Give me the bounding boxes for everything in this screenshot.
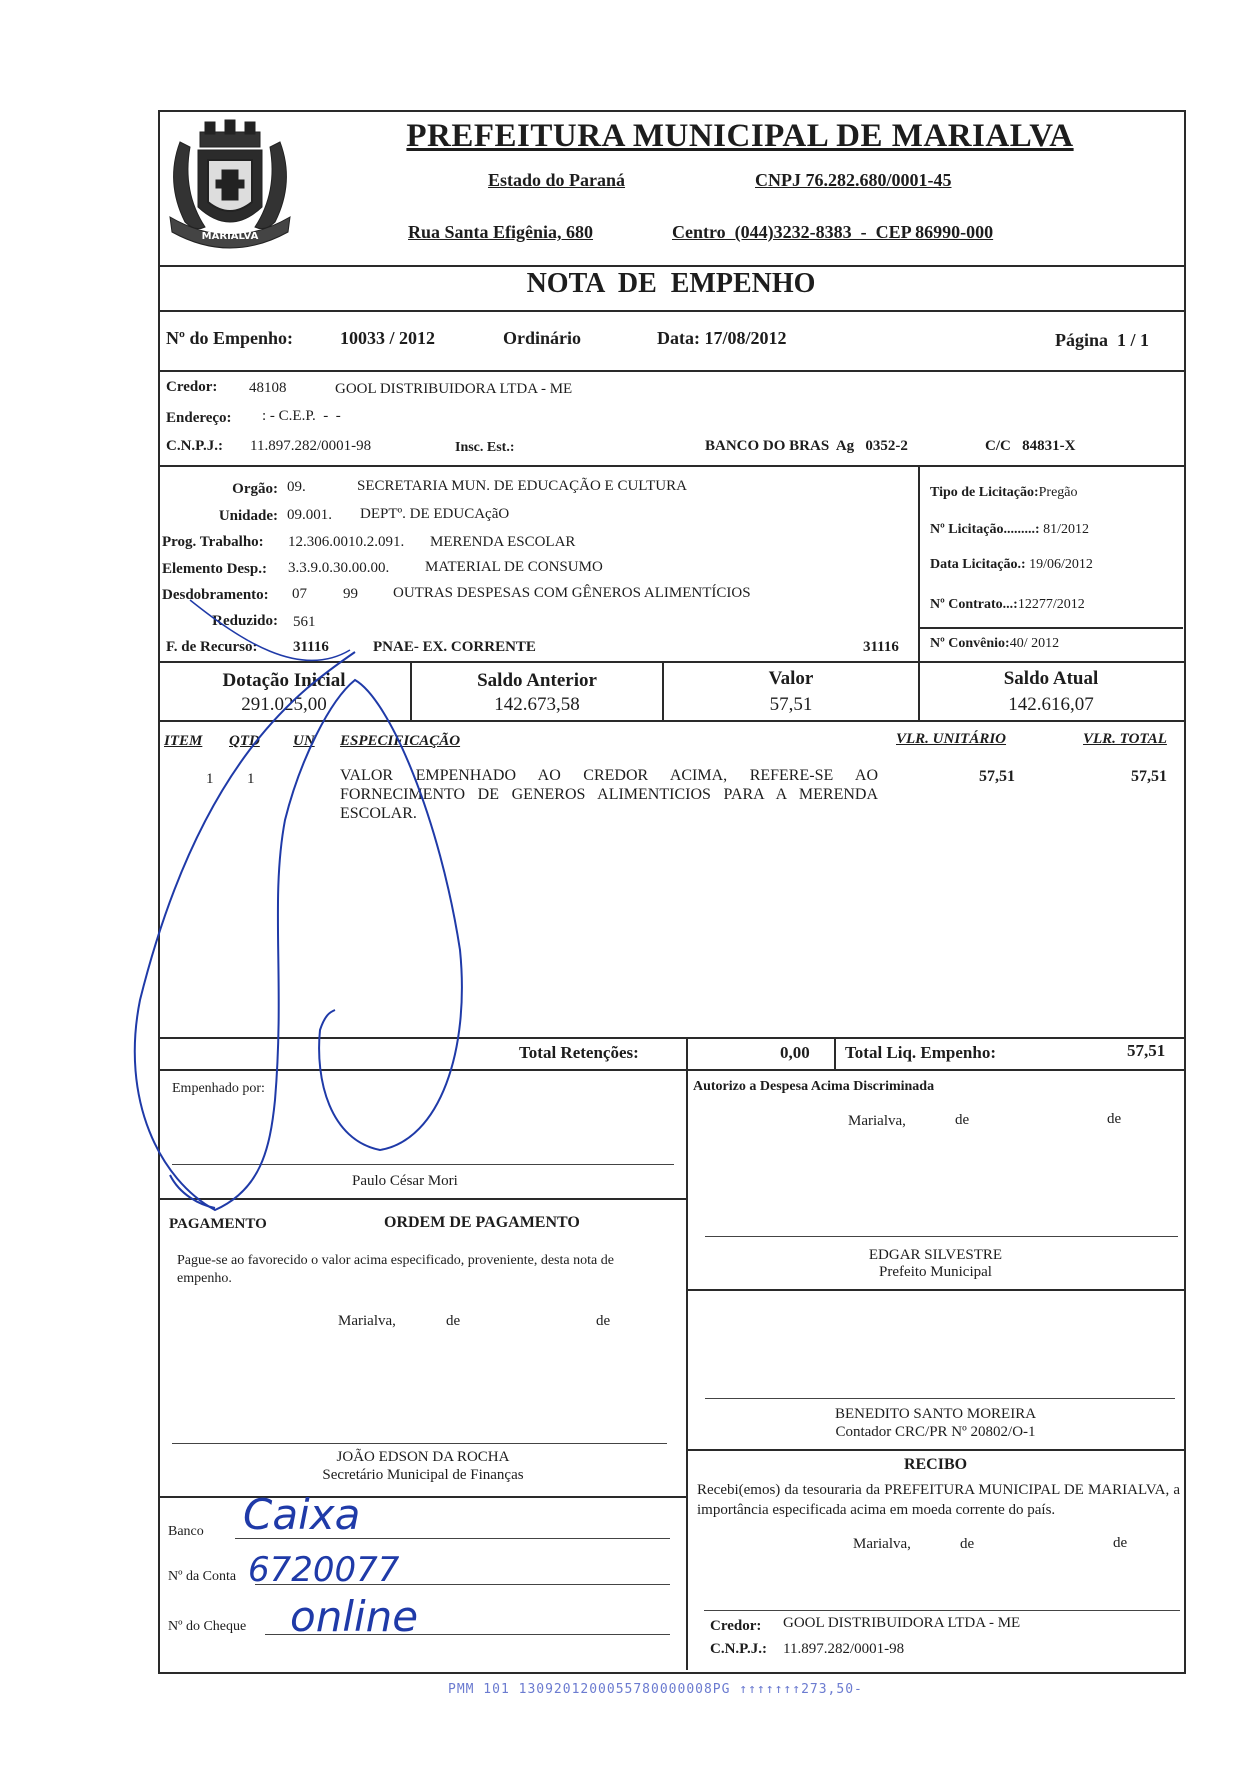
conta-label: Nº da Conta [168, 1569, 237, 1584]
pagamento-de-1: de [446, 1313, 461, 1329]
orgao-code: 09. [287, 479, 306, 495]
unidade-label: Unidade: [218, 508, 278, 524]
banco-handwritten: Caixa [243, 1490, 361, 1539]
address-label: Endereço: [166, 410, 232, 426]
divider [686, 1070, 688, 1670]
saldo-anterior-label: Saldo Anterior [477, 670, 597, 691]
autorizo-de-1: de [955, 1112, 970, 1128]
signature-line [705, 1236, 1178, 1237]
prefeito-role: Prefeito Municipal [879, 1264, 992, 1280]
contador-name: BENEDITO SANTO MOREIRA [834, 1406, 1037, 1422]
autorizo-de-2: de [1107, 1111, 1122, 1127]
desdobramento-label: Desdobramento: [162, 587, 269, 603]
total-retencoes-label: Total Retenções: [519, 1043, 639, 1062]
contrato [930, 597, 1085, 613]
signature-line [172, 1443, 667, 1444]
divider [918, 466, 920, 661]
elemento-name: MATERIAL DE CONSUMO [425, 559, 603, 575]
tipo-licitacao-label: Tipo de Licitação: [930, 485, 1039, 500]
row-specification: VALOR EMPENHADO AO CREDOR ACIMA, REFERE-SE AO FORNECIMENTO DE GENEROS ALIMENTICIOS PARA A MERENDA ESCOLAR. [340, 767, 878, 822]
col-qtd: QTD [229, 733, 260, 749]
page-number: Página 1 / 1 [1055, 330, 1150, 350]
divider [834, 1037, 836, 1069]
municipality-cnpj: CNPJ 76.282.680/0001-45 [755, 170, 952, 190]
banco-label: Banco [168, 1524, 204, 1539]
signature-line [172, 1164, 674, 1165]
recibo-cnpj-label: C.N.P.J.: [710, 1641, 767, 1657]
recibo-city: Marialva, [853, 1536, 911, 1552]
prog-trabalho-name: MERENDA ESCOLAR [430, 534, 576, 550]
row-qtd: 1 [247, 771, 255, 787]
credor-cnpj: 11.897.282/0001-98 [250, 438, 372, 454]
col-spec: ESPECIFICAÇÃO [340, 733, 461, 749]
empenho-type: Ordinário [503, 328, 582, 348]
divider [158, 465, 1184, 467]
valor-label: Valor [768, 668, 814, 689]
autorizo-label: Autorizo a Despesa Acima Discriminada [693, 1079, 935, 1094]
saldo-atual-label: Saldo Atual [1003, 668, 1099, 689]
numero-licitacao [930, 522, 1089, 538]
divider [158, 1496, 688, 1498]
svg-text:MARIALVA: MARIALVA [201, 231, 259, 242]
divider [918, 627, 1183, 629]
secretario-role: Secretário Municipal de Finanças [322, 1467, 524, 1483]
row-total-value: 57,51 [1131, 768, 1167, 785]
divider [686, 1037, 688, 1069]
credor-address: : - C.E.P. - - [262, 408, 341, 424]
reduzido-value: 561 [293, 614, 316, 630]
divider [158, 720, 1184, 722]
conta-handwritten: 6720077 [248, 1550, 400, 1590]
contador-role: Contador CRC/PR Nº 20802/O-1 [835, 1424, 1036, 1440]
autorizo-city: Marialva, [848, 1113, 906, 1129]
unidade-code: 09.001. [287, 507, 332, 523]
convenio-value: 40/ 2012 [1009, 636, 1060, 651]
desdobramento-a: 07 [292, 586, 307, 602]
total-liquido-label: Total Liq. Empenho: [845, 1043, 996, 1062]
recurso-name: PNAE- EX. CORRENTE [373, 639, 536, 655]
cheque-label: Nº do Cheque [168, 1619, 247, 1634]
recurso-label: F. de Recurso: [166, 639, 258, 655]
pagamento-text: Pague-se ao favorecido o valor acima especificado, proveniente, desta nota de empenho. [177, 1253, 614, 1286]
empenhado-label: Empenhado por: [172, 1081, 265, 1096]
recibo-credor-label: Credor: [710, 1618, 762, 1634]
recibo-de-2: de [1113, 1535, 1128, 1551]
recibo-credor-name: GOOL DISTRIBUIDORA LTDA - ME [783, 1615, 1021, 1631]
empenhado-signer: Paulo César Mori [352, 1173, 458, 1189]
reduzido-label: Reduzido: [212, 613, 278, 629]
elemento-label: Elemento Desp.: [162, 561, 267, 577]
col-unit-value: VLR. UNITÁRIO [896, 731, 1007, 747]
divider [158, 1069, 1184, 1071]
footer-code: PMM 101 1309201200055780000008PG ↑↑↑↑↑↑↑273,50- [448, 1682, 863, 1697]
municipality-address: Rua Santa Efigênia, 680 [408, 222, 594, 242]
col-item: ITEM [164, 733, 203, 749]
empenho-number-label: Nº do Empenho: [166, 328, 293, 348]
convenio-label: Nº Convênio: [930, 636, 1010, 651]
recibo-cnpj-value: 11.897.282/0001-98 [783, 1641, 905, 1657]
valor-value: 57,51 [769, 694, 813, 715]
desdobramento-b: 99 [343, 586, 358, 602]
elemento-code: 3.3.9.0.30.00.00. [288, 560, 390, 576]
prog-trabalho-code: 12.306.0010.2.091. [288, 534, 405, 550]
divider [688, 1449, 1184, 1451]
divider [158, 310, 1184, 312]
credor-label: Credor: [166, 379, 218, 395]
cnpj-label: C.N.P.J.: [166, 438, 223, 454]
divider [158, 1198, 688, 1200]
empenho-date: Data: 17/08/2012 [657, 328, 787, 348]
data-licitacao-value: 19/06/2012 [1029, 557, 1093, 572]
municipality-contact: Centro (044)3232-8383 - CEP 86990-000 [672, 222, 994, 242]
divider [158, 1037, 1184, 1039]
numero-licitacao-value: 81/2012 [1043, 522, 1089, 537]
total-retencoes-value: 0,00 [780, 1043, 810, 1062]
state-name: Estado do Paraná [488, 170, 626, 190]
divider [688, 1289, 1184, 1291]
insc-est-label: Insc. Est.: [455, 440, 515, 455]
pagamento-city: Marialva, [338, 1313, 396, 1329]
divider [158, 265, 1184, 267]
recibo-de-1: de [960, 1536, 975, 1552]
saldo-anterior-value: 142.673,58 [494, 694, 580, 715]
numero-licitacao-label: Nº Licitação.........: [930, 522, 1040, 537]
contrato-label: Nº Contrato...: [930, 597, 1018, 612]
contrato-value: 12277/2012 [1017, 597, 1085, 612]
prefeito-name: EDGAR SILVESTRE [868, 1247, 1003, 1263]
ordem-pagamento-label: ORDEM DE PAGAMENTO [384, 1214, 580, 1231]
credor-bank: BANCO DO BRAS Ag 0352-2 [705, 438, 908, 454]
saldo-atual-value: 142.616,07 [1008, 694, 1094, 715]
col-total-value: VLR. TOTAL [1083, 731, 1167, 747]
total-liquido-value: 57,51 [1127, 1041, 1166, 1060]
credor-account: C/C 84831-X [985, 438, 1076, 454]
desdobramento-name: OUTRAS DESPESAS COM GÊNEROS ALIMENTÍCIOS [393, 585, 751, 601]
divider [158, 661, 1184, 663]
credor-name: GOOL DISTRIBUIDORA LTDA - ME [335, 381, 573, 397]
pagamento-label: PAGAMENTO [169, 1216, 267, 1232]
municipality-title: PREFEITURA MUNICIPAL DE MARIALVA [406, 118, 1074, 154]
row-unit-value: 57,51 [979, 768, 1015, 785]
dotacao-value: 291.025,00 [241, 694, 327, 715]
cheque-handwritten: online [290, 1592, 419, 1641]
credor-code: 48108 [249, 380, 287, 396]
orgao-label: Orgão: [232, 481, 278, 497]
document-title: NOTA DE EMPENHO [526, 268, 816, 299]
signature-line [705, 1398, 1175, 1399]
orgao-name: SECRETARIA MUN. DE EDUCAÇÃO E CULTURA [357, 478, 687, 494]
municipal-crest [160, 112, 300, 262]
recibo-title: RECIBO [903, 1456, 968, 1473]
pagamento-de-2: de [596, 1313, 611, 1329]
data-licitacao [930, 557, 1093, 573]
tipo-licitacao [930, 485, 1078, 501]
empenho-number: 10033 / 2012 [340, 328, 436, 348]
secretario-name: JOÃO EDSON DA ROCHA [336, 1449, 510, 1465]
divider [158, 370, 1184, 372]
row-item: 1 [206, 771, 214, 787]
tipo-licitacao-value: Pregão [1038, 485, 1078, 500]
recurso-code-right: 31116 [863, 639, 899, 655]
recibo-text: Recebi(emos) da tesouraria da PREFEITURA MUNICIPAL DE MARIALVA, a importância especificada acima em moeda corrente do país. [697, 1482, 1180, 1518]
unidade-name: DEPTº. DE EDUCAçãO [360, 506, 510, 522]
data-licitacao-label: Data Licitação.: [930, 557, 1026, 572]
signature-line [704, 1610, 1180, 1611]
dotacao-label: Dotação Inicial [222, 670, 346, 691]
prog-trabalho-label: Prog. Trabalho: [162, 534, 264, 550]
convenio [930, 636, 1059, 652]
col-un: UN [293, 733, 315, 749]
recurso-code: 31116 [293, 639, 329, 655]
